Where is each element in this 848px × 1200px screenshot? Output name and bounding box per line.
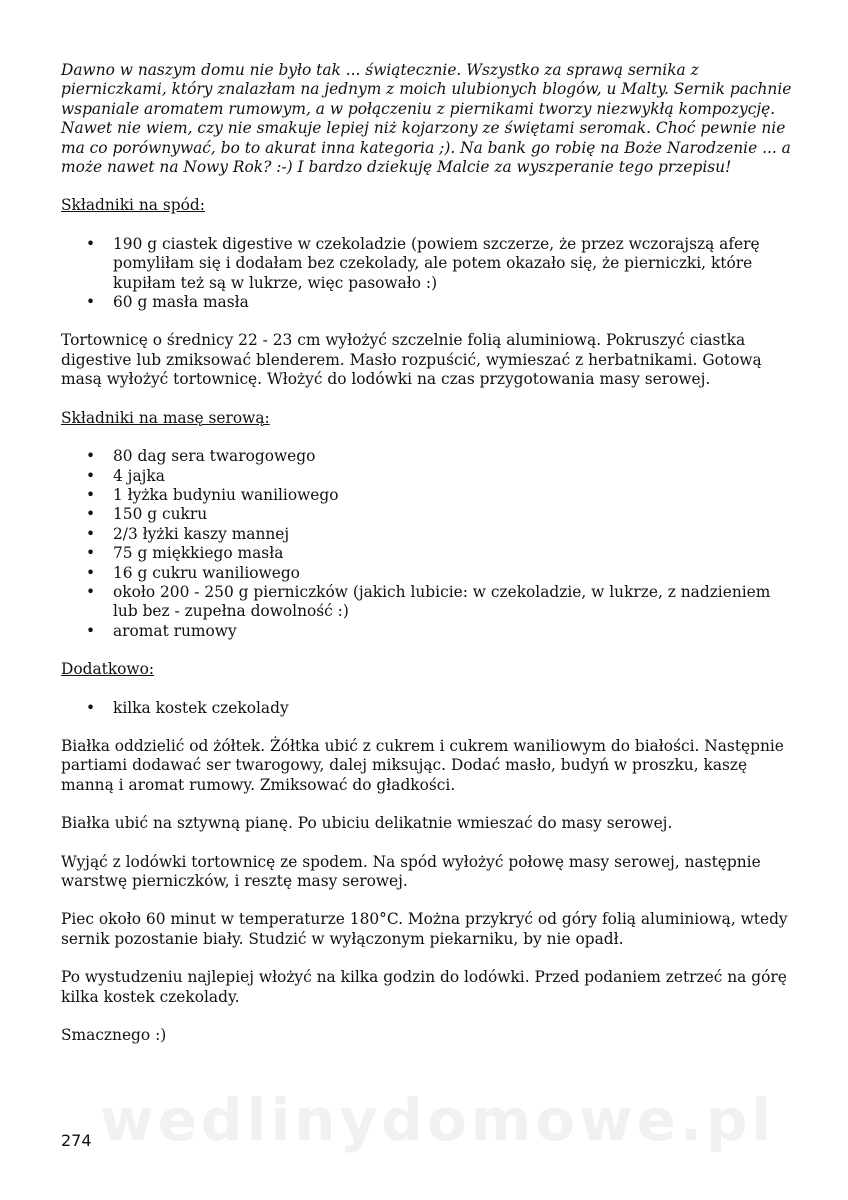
base-ingredients-list <box>61 235 793 313</box>
list-item: • 60 g masła masła <box>113 293 793 312</box>
closing-paragraph: Smacznego :) <box>61 1026 167 1045</box>
list-item: • 1 łyżka budyniu waniliowego <box>113 486 793 505</box>
page-number: 274 <box>61 1131 92 1150</box>
base-ingredients-heading: Składniki na spód: <box>61 196 205 215</box>
step-paragraph: Białka ubić na sztywną pianę. Po ubiciu delikatnie wmieszać do masy serowej. <box>61 814 673 833</box>
list-item: • około 200 - 250 g pierniczków (jakich lubicie: w czekoladzie, w lukrze, z nadzieniem lub bez - zupełna dowolność :) <box>113 583 793 622</box>
list-item: • 16 g cukru waniliowego <box>113 564 793 583</box>
list-item: • 150 g cukru <box>113 505 793 524</box>
cheese-ingredients-list <box>61 447 793 641</box>
list-item: • 4 jajka <box>113 467 793 486</box>
step-paragraph: Białka oddzielić od żółtek. Żółtka ubić z cukrem i cukrem waniliowym do białości. Następnie partiami dodawać ser twarogowy, dalej miksując. Dodać masło, budyń w proszku, kaszę manną i aromat rumowy. Zmiksować do gładkości. <box>61 736 784 794</box>
list-item: • 80 dag sera twarogowego <box>113 447 793 466</box>
step-paragraph: Wyjąć z lodówki tortownicę ze spodem. Na spód wyłożyć połowę masy serowej, następnie warstwę pierniczków, i resztę masy serowej. <box>61 852 761 890</box>
list-item: • 190 g ciastek digestive w czekoladzie (powiem szczerze, że przez wczorajszą aferę pomyliłam się i dodałam bez czekolady, ale potem okazało się, że pierniczki, które kupiłam też są w lukrze, więc pasowało :) <box>113 235 793 293</box>
extra-ingredients-list <box>61 699 793 718</box>
step-paragraph: Po wystudzeniu najlepiej włożyć na kilka godzin do lodówki. Przed podaniem zetrzeć na górę kilka kostek czekolady. <box>61 968 787 1006</box>
list-item: • aromat rumowy <box>113 622 793 641</box>
list-item: • 2/3 łyżki kaszy mannej <box>113 525 793 544</box>
intro-paragraph: Dawno w naszym domu nie było tak ... świątecznie. Wszystko za sprawą sernika z pierniczkami, który znalazłam na jednym z moich ulubionych blogów, u Malty. Sernik pachnie wspaniale aromatem rumowym, a w połączeniu z piernikami tworzy niezwykłą kompozycję. Nawet nie wiem, czy nie smakuje lepiej niż kojarzony ze świętami seromak. Choć pewnie nie ma co porównywać, bo to akurat inna kategoria ;). Na bank go robię na Boże Narodzenie ... a może nawet na Nowy Rok? :-) I bardzo dziekuję Malcie za wyszperanie tego przepisu! <box>61 61 792 177</box>
site-watermark: wedlinydomowe.pl <box>100 1086 776 1154</box>
base-instructions-paragraph: Tortownicę o średnicy 22 - 23 cm wyłożyć szczelnie folią aluminiową. Pokruszyć ciastka digestive lub zmiksować blenderem. Masło rozpuścić, wymieszać z herbatnikami. Gotową masą wyłożyć tortownicę. Włożyć do lodówki na czas przygotowania masy serowej. <box>61 331 762 389</box>
recipe-page <box>61 61 793 1064</box>
cheese-ingredients-heading: Składniki na masę serową: <box>61 408 270 427</box>
list-item: • kilka kostek czekolady <box>113 699 793 718</box>
list-item: • 75 g miękkiego masła <box>113 544 793 563</box>
step-paragraph: Piec około 60 minut w temperaturze 180°C. Można przykryć od góry folią aluminiową, wtedy sernik pozostanie biały. Studzić w wyłączonym piekarniku, by nie opadł. <box>61 910 788 948</box>
extra-ingredients-heading: Dodatkowo: <box>61 660 155 679</box>
